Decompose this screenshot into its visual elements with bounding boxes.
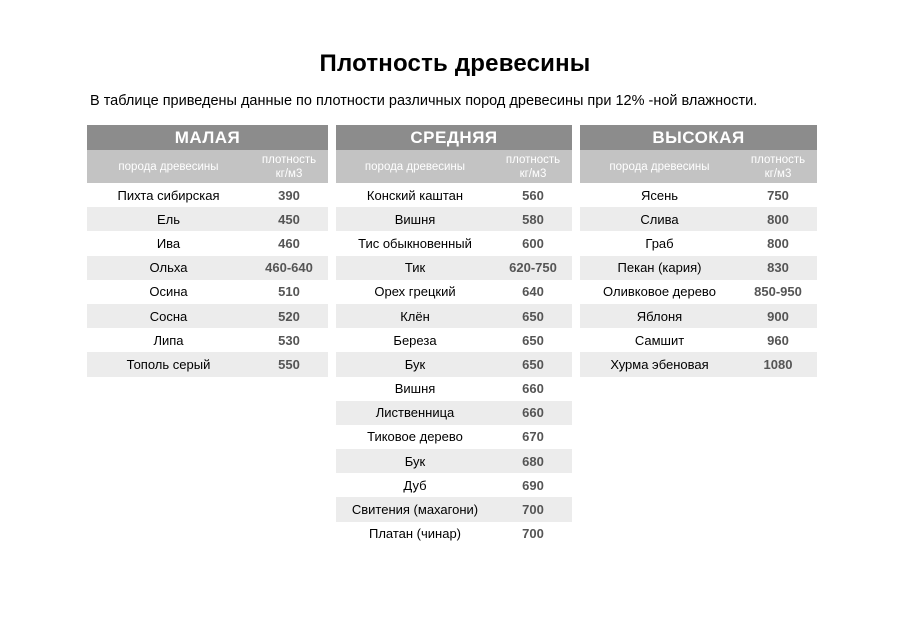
- species-name: Самшит: [634, 332, 685, 348]
- column-header-density: плотность кг/м3: [505, 153, 561, 180]
- density-value: 650: [522, 308, 544, 324]
- species-name: Оливковое дерево: [603, 284, 716, 300]
- species-name: Платан (чинар): [368, 526, 462, 542]
- page-title: Плотность древесины: [319, 50, 591, 77]
- species-name: Граб: [645, 235, 674, 251]
- density-value: 850-950: [754, 284, 802, 300]
- table-row: [580, 352, 817, 376]
- table-row: [336, 352, 572, 376]
- table-row: [87, 280, 328, 304]
- table-row: [336, 522, 572, 546]
- density-value: 690: [522, 477, 544, 493]
- table-row: [336, 304, 572, 328]
- species-name: Осина: [149, 284, 188, 300]
- column-header-species: порода древесины: [609, 160, 710, 173]
- table-row: [336, 183, 572, 207]
- density-value: 700: [522, 526, 544, 542]
- species-name: Пекан (кария): [617, 260, 702, 276]
- density-value: 700: [522, 502, 544, 518]
- density-value: 390: [278, 187, 300, 203]
- density-value: 510: [278, 284, 300, 300]
- species-name: Ель: [156, 211, 181, 227]
- column-headers: [336, 150, 572, 183]
- species-name: Тополь серый: [126, 356, 211, 372]
- table-row: [336, 207, 572, 231]
- table-row: [87, 256, 328, 280]
- density-value: 640: [522, 284, 544, 300]
- table-low-density: [87, 125, 328, 377]
- column-headers: [580, 150, 817, 183]
- table-header: МАЛАЯ: [87, 125, 328, 150]
- table-row: [336, 377, 572, 401]
- table-row: [580, 280, 817, 304]
- species-name: Хурма эбеновая: [610, 356, 709, 372]
- density-value: 460-640: [265, 260, 313, 276]
- species-name: Ива: [156, 235, 181, 251]
- table-row: [580, 328, 817, 352]
- table-row: [336, 280, 572, 304]
- species-name: Лиственница: [375, 405, 455, 421]
- species-name: Сосна: [149, 308, 188, 324]
- table-row: [87, 207, 328, 231]
- table-row: [336, 425, 572, 449]
- table-row: [580, 304, 817, 328]
- species-name: Дуб: [403, 477, 427, 493]
- species-name: Пихта сибирская: [117, 187, 220, 203]
- density-value: 560: [522, 187, 544, 203]
- species-name: Вишня: [394, 381, 436, 397]
- table-row: [336, 231, 572, 255]
- species-name: Свитения (махагони): [351, 502, 479, 518]
- density-value: 580: [522, 211, 544, 227]
- column-header-density: плотность кг/м3: [261, 153, 317, 180]
- table-header: СРЕДНЯЯ: [336, 125, 572, 150]
- table-row: [87, 231, 328, 255]
- density-value: 750: [767, 187, 789, 203]
- species-name: Слива: [640, 211, 679, 227]
- density-value: 600: [522, 235, 544, 251]
- species-name: Липа: [153, 332, 184, 348]
- density-value: 800: [767, 235, 789, 251]
- density-value: 450: [278, 211, 300, 227]
- species-name: Тиковое дерево: [367, 429, 463, 445]
- table-high-density: [580, 125, 817, 377]
- density-value: 460: [278, 235, 300, 251]
- table-row: [580, 256, 817, 280]
- density-value: 670: [522, 429, 544, 445]
- table-header: ВЫСОКАЯ: [580, 125, 817, 150]
- table-row: [336, 401, 572, 425]
- species-name: Орех грецкий: [374, 284, 456, 300]
- density-value: 620-750: [509, 260, 557, 276]
- density-value: 520: [278, 308, 300, 324]
- species-name: Ольха: [149, 260, 188, 276]
- table-row: [87, 352, 328, 376]
- density-value: 650: [522, 332, 544, 348]
- column-header-species: порода древесины: [118, 160, 219, 173]
- species-name: Тик: [404, 260, 426, 276]
- species-name: Клён: [400, 308, 430, 324]
- intro-text: В таблице приведены данные по плотности различных пород древесины при 12% -ной влажности.: [90, 93, 758, 109]
- table-row: [87, 183, 328, 207]
- species-name: Вишня: [394, 211, 436, 227]
- column-header-species: порода древесины: [364, 160, 466, 173]
- table-row: [580, 231, 817, 255]
- table-row: [336, 449, 572, 473]
- species-name: Береза: [393, 332, 437, 348]
- density-value: 650: [522, 356, 544, 372]
- density-value: 660: [522, 405, 544, 421]
- species-name: Ясень: [640, 187, 679, 203]
- density-value: 800: [767, 211, 789, 227]
- table-row: [580, 183, 817, 207]
- species-name: Яблоня: [636, 308, 683, 324]
- species-name: Бук: [404, 356, 426, 372]
- table-row: [336, 328, 572, 352]
- table-medium-density: [336, 125, 572, 546]
- density-value: 830: [767, 260, 789, 276]
- table-row: [580, 207, 817, 231]
- column-headers: [87, 150, 328, 183]
- column-header-density: плотность кг/м3: [750, 153, 806, 180]
- density-value: 550: [278, 356, 300, 372]
- density-value: 900: [767, 308, 789, 324]
- table-row: [336, 497, 572, 521]
- density-value: 1080: [763, 356, 793, 372]
- density-value: 960: [767, 332, 789, 348]
- table-row: [336, 256, 572, 280]
- species-name: Конский каштан: [366, 187, 464, 203]
- table-row: [87, 304, 328, 328]
- table-row: [87, 328, 328, 352]
- density-value: 660: [522, 381, 544, 397]
- species-name: Бук: [404, 453, 426, 469]
- table-row: [336, 473, 572, 497]
- species-name: Тис обыкновенный: [358, 235, 472, 251]
- density-value: 680: [522, 453, 544, 469]
- density-value: 530: [278, 332, 300, 348]
